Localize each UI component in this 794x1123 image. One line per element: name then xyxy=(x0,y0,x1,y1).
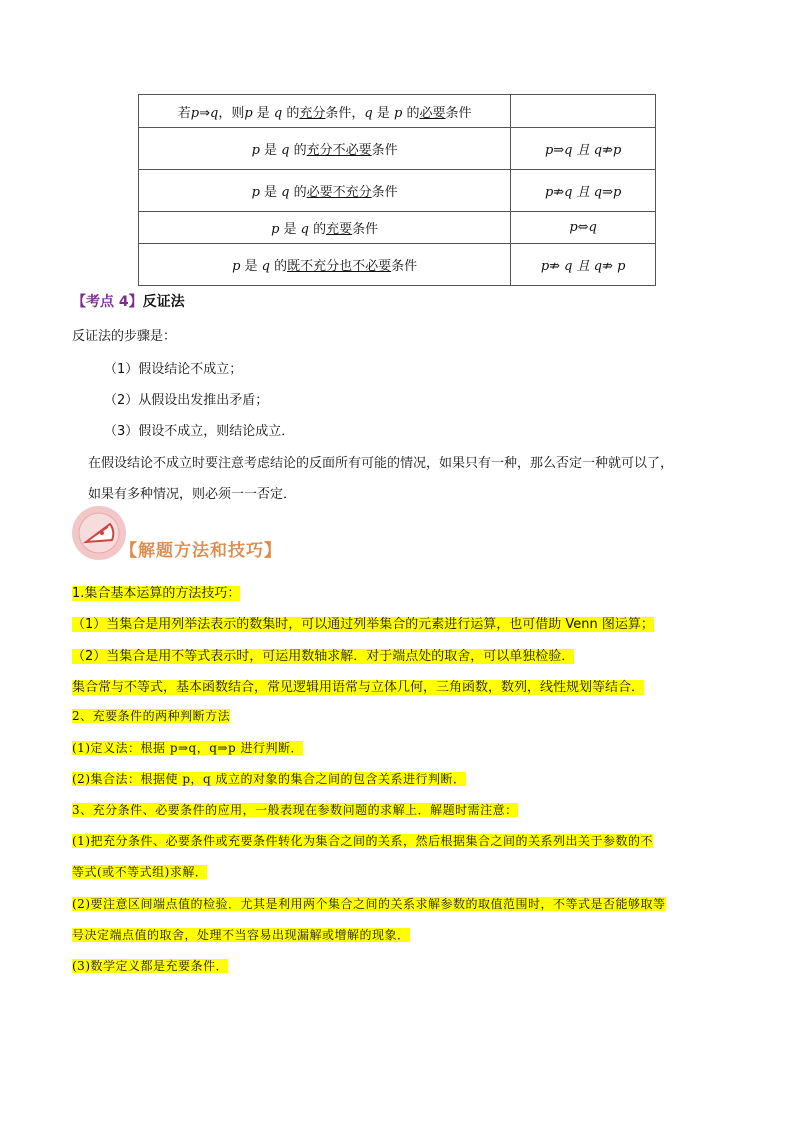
row-5-symbol: p⇏ q 且 q⇏ p xyxy=(511,244,656,286)
method-3-item-a-line2: 等式(或不等式组)求解． xyxy=(72,865,208,879)
table-row xyxy=(139,244,656,286)
row-3-symbol: p⇏q 且 q⇒p xyxy=(511,170,656,212)
table-row xyxy=(139,212,656,244)
method-3-item-b-line1: (2)要注意区间端点值的检验．尤其是利用两个集合之间的关系求解参数的取值范围时，不等式是否能够取等 xyxy=(72,897,666,911)
row-1-symbol xyxy=(511,95,656,128)
method-1-item-a: （1）当集合是用列举法表示的数集时，可以通过列举集合的元素进行运算，也可借助 Venn 图运算； xyxy=(72,617,654,632)
table-row xyxy=(139,170,656,212)
method-1-title: 1.集合基本运算的方法技巧： xyxy=(72,586,241,601)
row-4-definition: p 是 q 的充要条件 xyxy=(139,212,511,244)
row-4-symbol: p⇔q xyxy=(511,212,656,244)
method-1-note: 集合常与不等式，基本函数结合，常见逻辑用语常与立体几何，三角函数，数列，线性规划等结合． xyxy=(72,680,645,695)
section-heading-kaodian4: 【考点 4】反证法 xyxy=(72,294,185,310)
method-2-title: 2、充要条件的两种判断方法 xyxy=(72,709,231,723)
method-2-item-a: (1)定义法：根据 p⇒q，q⇒p 进行判断． xyxy=(72,741,303,755)
banner-icon-badge xyxy=(72,506,126,560)
section-intro: 反证法的步骤是： xyxy=(72,329,177,344)
condition-table xyxy=(138,94,656,286)
step-2: （2）从假设出发推出矛盾； xyxy=(104,393,269,408)
method-3-item-a-line1: (1)把充分条件、必要条件或充要条件转化为集合之间的关系，然后根据集合之间的关系列出关于参数的不 xyxy=(72,834,654,848)
table-row xyxy=(139,95,656,128)
row-1-definition: 若p⇒q，则p 是 q 的充分条件，q 是 p 的必要条件 xyxy=(139,95,511,128)
method-3-item-c: (3)数学定义都是充要条件． xyxy=(72,959,228,973)
method-3-item-b-line2: 号决定端点值的取舍，处理不当容易出现漏解或增解的现象． xyxy=(72,928,410,942)
table-row xyxy=(139,128,656,170)
paragraph-line-2: 如果有多种情况，则必须一一否定． xyxy=(88,487,297,502)
row-3-definition: p 是 q 的必要不充分条件 xyxy=(139,170,511,212)
method-1-item-b: （2）当集合是用不等式表示时，可运用数轴求解．对于端点处的取舍，可以单独检验． xyxy=(72,649,575,664)
row-5-definition: p 是 q 的既不充分也不必要条件 xyxy=(139,244,511,286)
row-2-symbol: p⇒q 且 q⇏p xyxy=(511,128,656,170)
banner-title: 【解题方法和技巧】 xyxy=(120,541,282,561)
protractor-icon xyxy=(72,506,126,560)
row-2-definition: p 是 q 的充分不必要条件 xyxy=(139,128,511,170)
method-2-item-b: (2)集合法：根据使 p，q 成立的对象的集合之间的包含关系进行判断． xyxy=(72,772,466,786)
step-1: （1）假设结论不成立； xyxy=(104,362,243,377)
step-3: （3）假设不成立，则结论成立． xyxy=(104,424,295,439)
paragraph-line-1: 在假设结论不成立时要注意考虑结论的反面所有可能的情况，如果只有一种，那么否定一种就可以了， xyxy=(88,456,674,471)
method-3-title: 3、充分条件、必要条件的应用，一般表现在参数问题的求解上．解题时需注意： xyxy=(72,803,518,817)
